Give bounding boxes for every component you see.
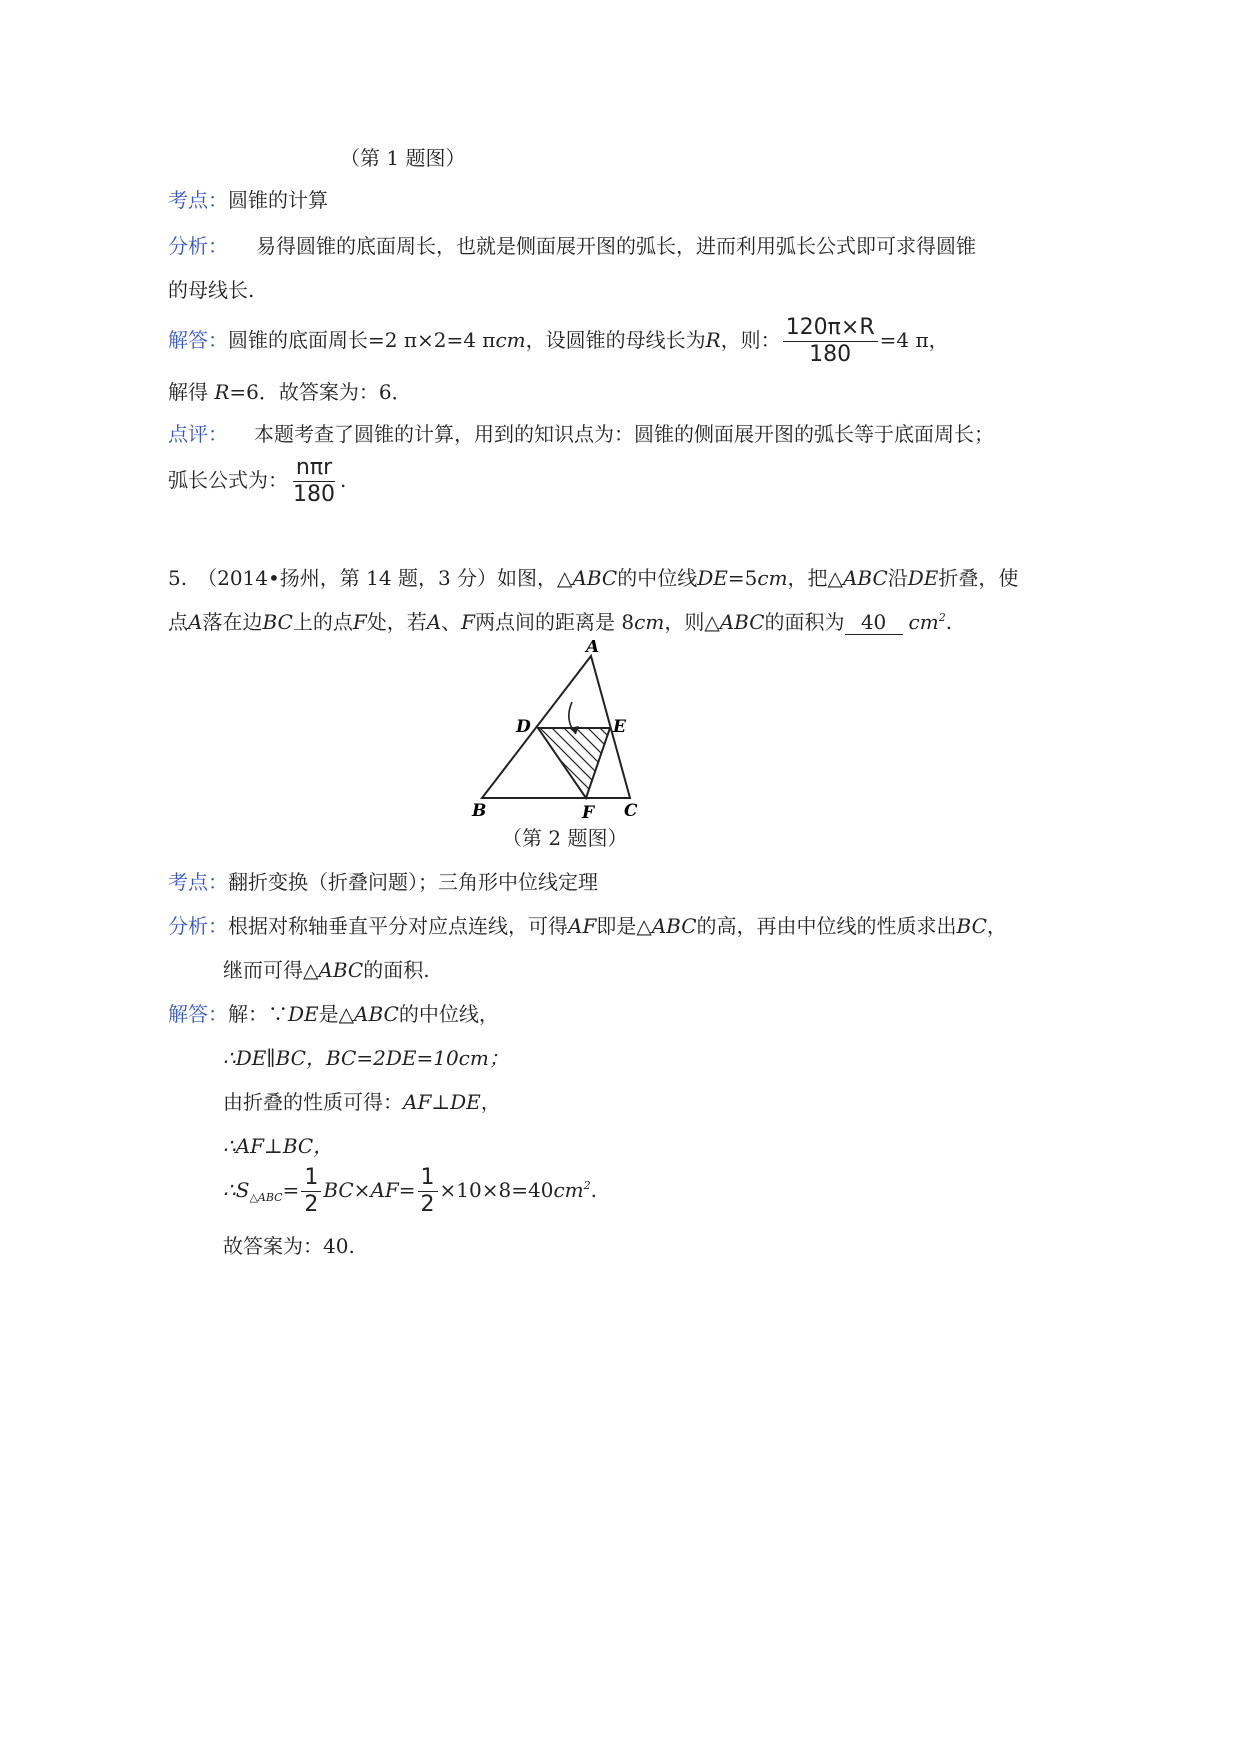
unit-cm: cm <box>757 566 788 590</box>
question-number: 5. <box>168 566 188 590</box>
jieda-text: =4 π， <box>879 328 949 353</box>
solution-step-1: 的中位线， <box>398 1002 499 1026</box>
var-ABC: ABC <box>842 566 888 590</box>
question-text: . <box>945 610 953 634</box>
solution-step-6: 故答案为：40. <box>223 1234 355 1258</box>
label-B: B <box>472 801 487 821</box>
question-text: =5 <box>727 566 758 590</box>
kaodian-label: 考点： <box>168 870 228 894</box>
solution-step-4: ∴AF⊥BC， <box>223 1134 334 1158</box>
fenxi-label: 分析： <box>168 914 228 938</box>
var-ABC: ABC <box>572 566 618 590</box>
kaodian-text: 翻折变换（折叠问题）；三角形中位线定理 <box>228 870 598 894</box>
unit-exponent: 2 <box>938 611 946 624</box>
fenxi-label: 分析： <box>168 234 228 258</box>
var-ABC: ABC <box>354 1002 399 1026</box>
area-subscript: △ABC <box>249 1191 283 1205</box>
jieda-label: 解答： <box>168 1002 228 1026</box>
solution-math: = <box>282 1178 300 1203</box>
fenxi-text-1: 易得圆锥的底面周长，也就是侧面展开图的弧长，进而利用弧长公式即可求得圆锥 <box>256 234 976 258</box>
var-ABC: ABC <box>318 958 364 982</box>
fenxi-text: 的高，再由中位线的性质求出 <box>696 914 957 938</box>
question-text: 、 <box>441 610 462 634</box>
label-D: D <box>516 717 531 737</box>
fenxi-text: 的面积. <box>363 958 430 982</box>
dianping-text-1: 本题考查了圆锥的计算，用到的知识点为：圆锥的侧面展开图的弧长等于底面周长； <box>254 422 994 446</box>
var-BC: BC <box>262 610 293 634</box>
question-text: （2014•扬州，第 14 题，3 分）如图，△ <box>197 566 573 590</box>
question-text: 沿 <box>887 566 908 590</box>
question-text: 的面积为 <box>764 610 845 634</box>
dianping-row-2-q4 <box>168 456 346 507</box>
solution-math: ×10×8=40 <box>439 1178 554 1203</box>
question-text: ，则△ <box>664 610 720 634</box>
jieda-label: 解答： <box>168 328 228 353</box>
solution-math: AF⊥DE <box>403 1090 481 1114</box>
var-R: R <box>214 380 230 404</box>
question-text: 点 <box>168 610 188 634</box>
var-DE: DE <box>288 1002 319 1026</box>
fenxi-text: 即是△ <box>596 914 652 938</box>
fraction-denominator: 2 <box>420 1192 435 1218</box>
question-text: 落在边 <box>202 610 263 634</box>
fraction-half <box>301 1166 321 1217</box>
label-F: F <box>582 803 595 822</box>
fraction-denominator: 2 <box>304 1192 319 1218</box>
fenxi-row-q5 <box>168 914 1007 938</box>
kaodian-row-q4 <box>168 188 328 212</box>
var-AF: AF <box>568 914 597 938</box>
jieda-row-2-q4 <box>168 380 412 404</box>
question-text: 折叠，使 <box>938 566 1019 590</box>
figure-caption-2: （第 2 题图） <box>502 826 628 850</box>
solution-step-2: ∴DE∥BC，BC=2DE=10cm； <box>223 1046 509 1070</box>
fraction-numerator: 120π×R <box>783 316 878 342</box>
var-A: A <box>426 610 442 634</box>
fraction-numerator: nπr <box>293 456 335 482</box>
var-ABC: ABC <box>719 610 765 634</box>
solution-math: ∴S <box>223 1178 250 1203</box>
solution-step-3 <box>223 1090 501 1114</box>
question-text: 处，若 <box>366 610 427 634</box>
jieda-text: 圆锥的底面周长=2 π×2=4 π <box>228 328 496 353</box>
answer-blank: 40 <box>845 610 903 635</box>
unit-cm: cm <box>553 1178 584 1203</box>
fraction-denominator: 180 <box>293 482 335 508</box>
solution-text: ， <box>480 1090 501 1114</box>
jieda2-text: 解得 <box>168 380 208 404</box>
solution-text: 由折叠的性质可得： <box>223 1090 403 1114</box>
fenxi-text: 继而可得△ <box>223 958 319 982</box>
fraction-numerator: 1 <box>418 1166 438 1192</box>
solution-step-1: 解：∵ <box>228 1002 288 1026</box>
question-text: ，把△ <box>787 566 843 590</box>
jieda-row-q4 <box>168 316 949 367</box>
jieda-text: ，则： <box>720 328 781 353</box>
label-A: A <box>586 640 600 657</box>
fraction-arc-formula <box>290 456 338 507</box>
unit-exponent: 2 <box>583 1179 591 1193</box>
var-F: F <box>352 610 367 634</box>
fraction-half-2 <box>418 1166 438 1217</box>
fraction-denominator: 180 <box>809 342 852 368</box>
unit-cm: cm <box>908 610 939 634</box>
jieda-text: ，设圆锥的母线长为 <box>525 328 706 353</box>
var-DE: DE <box>907 566 939 590</box>
unit-cm: cm <box>495 328 526 353</box>
kaodian-row-q5 <box>168 870 598 894</box>
question-5-line-2 <box>168 610 952 635</box>
solution-step-5 <box>223 1166 597 1217</box>
solution-step-1: 是△ <box>318 1002 355 1026</box>
jieda2-text: =6．故答案为：6． <box>229 380 412 404</box>
kaodian-label: 考点： <box>168 188 228 212</box>
var-ABC: ABC <box>651 914 697 938</box>
triangle-figure <box>460 640 650 822</box>
var-F: F <box>461 610 476 634</box>
dianping-row-q4 <box>168 422 994 446</box>
var-R: R <box>705 328 721 353</box>
question-text: 上的点 <box>292 610 353 634</box>
label-C: C <box>624 801 638 821</box>
var-DE: DE <box>697 566 728 590</box>
jieda-row-q5 <box>168 1002 499 1026</box>
solution-math: BC×AF= <box>323 1178 416 1203</box>
unit-cm: cm <box>634 610 665 634</box>
solution-math: . <box>590 1178 597 1203</box>
kaodian-text: 圆锥的计算 <box>228 188 328 212</box>
dianping-label: 点评： <box>168 422 228 446</box>
var-BC: BC <box>956 914 987 938</box>
fenxi-row-2-q5 <box>223 958 430 982</box>
fraction-arc-length <box>783 316 878 367</box>
fraction-numerator: 1 <box>301 1166 321 1192</box>
fenxi-text: ， <box>986 914 1007 938</box>
question-text: 两点间的距离是 8 <box>475 610 635 634</box>
question-text: 的中位线 <box>617 566 698 590</box>
fenxi-row-q4 <box>168 234 976 258</box>
label-E: E <box>613 717 626 737</box>
figure-caption-1: （第 1 题图） <box>340 146 466 170</box>
dianping-text-2: 弧长公式为： <box>168 468 288 493</box>
question-5-line-1 <box>168 566 1018 590</box>
dianping-text-3: . <box>340 468 347 493</box>
var-A: A <box>188 610 203 634</box>
fenxi-text: 根据对称轴垂直平分对应点连线，可得 <box>228 914 568 938</box>
fenxi-text-2: 的母线长. <box>168 278 255 302</box>
